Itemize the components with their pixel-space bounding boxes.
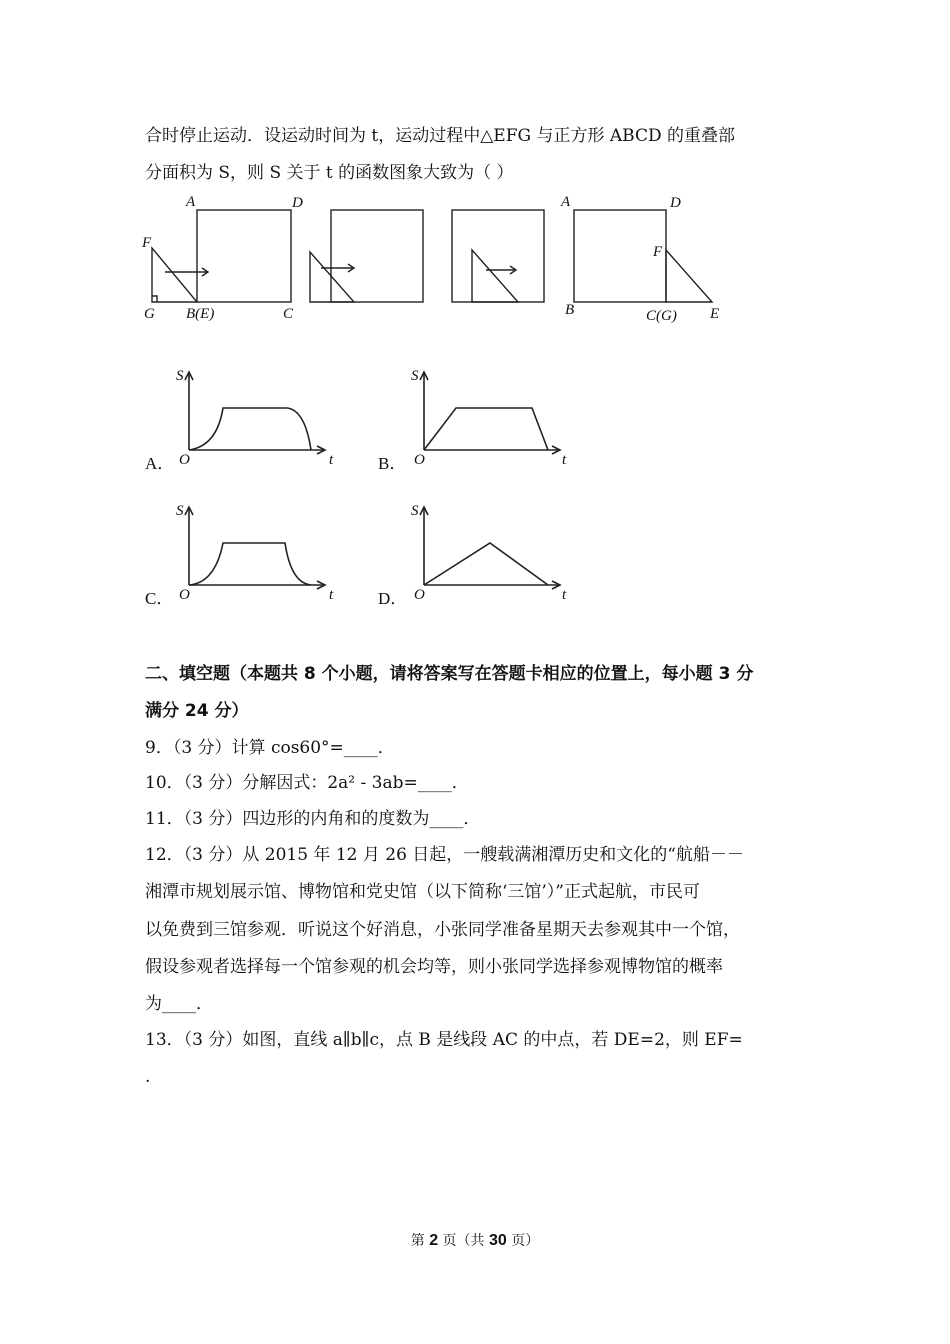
label-F: F: [142, 235, 152, 251]
square-panel-3: [452, 210, 544, 302]
option-d-o: O: [414, 587, 425, 603]
option-d-label: D．: [378, 589, 408, 608]
footer-pre: 第: [410, 1233, 425, 1249]
question-12-line-5: 为____．: [145, 994, 213, 1014]
intro-line-1: 合时停止运动．设运动时间为 t，运动过程中△EFG 与正方形 ABCD 的重叠部: [145, 126, 736, 146]
triangle-panel-3: [472, 250, 518, 302]
label-F2: F: [653, 244, 663, 260]
question-13-line-1: 13．（3 分）如图，直线 a∥b∥c，点 B 是线段 AC 的中点，若 DE=2，则 EF=: [145, 1030, 743, 1050]
label-A: A: [186, 194, 196, 210]
label-E2: E: [710, 306, 720, 322]
triangle-panel-1: [152, 248, 197, 302]
option-d-graph: [410, 503, 580, 603]
footer-total-pages: 30: [489, 1232, 507, 1249]
label-C: C: [283, 306, 294, 322]
question-9: 9．（3 分）计算 cos60°=____．: [145, 738, 395, 758]
question-11: 11．（3 分）四边形的内角和的度数为____．: [145, 809, 481, 829]
option-c-label: C．: [145, 589, 174, 608]
question-13-line-2: .: [145, 1067, 151, 1087]
option-c-graph: [175, 503, 345, 603]
section-title-line-1: 二、填空题（本题共 8 个小题，请将答案写在答题卡相应的位置上，每小题 3 分: [145, 664, 754, 684]
motion-figure: [140, 190, 740, 330]
label-A2: A: [561, 194, 571, 210]
option-d-s: S: [411, 503, 419, 519]
option-a-s: S: [176, 368, 184, 384]
label-CG: C(G): [646, 308, 677, 324]
label-D2: D: [670, 195, 681, 211]
option-c-t: t: [329, 587, 334, 603]
page-footer: [0, 1230, 950, 1250]
question-12-line-1: 12．（3 分）从 2015 年 12 月 26 日起，一艘载满湘潭历史和文化的“航船－－: [145, 845, 744, 865]
option-b-graph: [410, 368, 580, 468]
intro-line-2: 分面积为 S，则 S 关于 t 的函数图象大致为（ ）: [145, 163, 514, 183]
square-panel-2: [331, 210, 423, 302]
option-b-label: B．: [378, 454, 407, 473]
option-d-t: t: [562, 587, 567, 603]
option-a-graph: [175, 368, 345, 468]
option-b-o: O: [414, 452, 425, 468]
option-a-t: t: [329, 452, 334, 468]
question-10: 10．（3 分）分解因式：2a² - 3ab=____．: [145, 773, 469, 793]
label-BE: B(E): [186, 306, 215, 322]
section-title-line-2: 满分 24 分）: [145, 701, 249, 721]
label-D: D: [292, 195, 303, 211]
square-panel-1: [197, 210, 291, 302]
footer-page-number: 2: [429, 1232, 439, 1249]
option-c-o: O: [179, 587, 190, 603]
option-b-t: t: [562, 452, 567, 468]
option-c-s: S: [176, 503, 184, 519]
question-12-line-2: 湘潭市规划展示馆、博物馆和党史馆（以下简称‘三馆’）”正式起航，市民可: [145, 882, 700, 902]
label-B2: B: [565, 302, 575, 318]
option-b-s: S: [411, 368, 419, 384]
question-12-line-3: 以免费到三馆参观．听说这个好消息，小张同学准备星期天去参观其中一个馆，: [145, 920, 740, 940]
option-a-o: O: [179, 452, 190, 468]
label-G: G: [144, 306, 155, 322]
question-12-line-4: 假设参观者选择每一个馆参观的机会均等，则小张同学选择参观博物馆的概率: [145, 957, 723, 977]
footer-mid: 页（共: [442, 1233, 485, 1249]
triangle-panel-2: [310, 252, 354, 302]
option-a-label: A．: [145, 454, 175, 473]
triangle-panel-4: [666, 250, 712, 302]
footer-post: 页）: [511, 1233, 540, 1249]
